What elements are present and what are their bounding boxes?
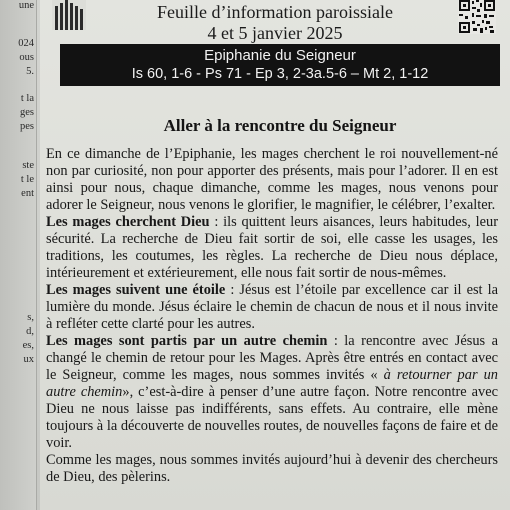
closing-paragraph: Comme les mages, nous sommes invités aujourd’hui à devenir des chercheurs de Dieu, des pèlerins. — [46, 452, 498, 485]
intro-paragraph: En ce dimanche de l’Epiphanie, les mages cherchent le roi nouvellement-né non par curiosité, non pour apporter des présents, mais pour l’adorer. Il en est ainsi pour nous, chaque dimanche, comme les mages, nous venons pour adorer le Seigneur, nous venons le glorifier, le magnifier, le célébrer, l’exalter. — [46, 146, 498, 213]
fragment: t le — [20, 174, 34, 185]
bulletin-title: Feuille d’information paroissiale — [157, 2, 393, 22]
fragment: es, — [22, 340, 34, 351]
previous-page-edge — [0, 0, 37, 510]
readings-list: Is 60, 1-6 - Ps 71 - Ep 3, 2-3a.5-6 – Mt 2, 1-12 — [131, 66, 429, 82]
bulletin-page — [40, 0, 510, 510]
fragment: t la — [20, 93, 34, 104]
parish-logo-icon — [52, 0, 86, 30]
feast-name: Epiphanie du Seigneur — [204, 47, 356, 64]
fragment: ous — [19, 52, 34, 63]
fragment: pes — [20, 121, 34, 132]
readings-banner — [60, 44, 500, 86]
fragment: ges — [20, 107, 34, 118]
article-body — [46, 146, 498, 486]
fragment: ux — [23, 354, 34, 365]
qr-code-icon — [458, 0, 496, 34]
bulletin-date: 4 et 5 janvier 2025 — [207, 23, 343, 43]
fragment: ste — [22, 160, 34, 171]
paragraph-star — [46, 282, 498, 333]
paragraph-heading: Les mages suivent une étoile — [46, 282, 226, 298]
fragment: 024 — [18, 38, 34, 49]
fragment: d, — [26, 326, 34, 337]
fragment: 5. — [26, 66, 34, 77]
paragraph-heading: Les mages cherchent Dieu — [46, 214, 210, 230]
quoted-phrase: à retourner par un autre chemin — [46, 367, 498, 400]
paragraph-text: », c’est-à-dire à penser d’une autre façon. Notre rencontre avec Dieu ne nous laisse pas indifférents, sans effets. Au contraire, elle mène toujours à la découverte de nouvelles routes, de nouvelles façons de faire et de voir. — [46, 384, 498, 451]
paragraph-text: : ils quittent leurs aisances, leurs habitudes, leur sécurité. La recherche de Dieu fait sortir de soi, elle casse les usages, les traditions, les coutumes, les règles. La recherche de Dieu nous déplace, intérieurement et extérieurement, elle nous fait sortir de nous-mêmes. — [46, 214, 498, 281]
fragment: s, — [27, 312, 34, 323]
fragment: une — [18, 0, 34, 11]
fragment: ent — [21, 188, 34, 199]
paragraph-heading: Les mages sont partis par un autre chemin — [46, 333, 328, 349]
article-title: Aller à la rencontre du Seigneur — [163, 116, 397, 135]
paragraph-seek — [46, 214, 498, 282]
paragraph-text: : la rencontre avec Jésus a changé le chemin de retour pour les Mages. Après être entrés en contact avec le Seigneur, comme les mages, nous sommes invités « — [46, 333, 498, 383]
paragraph-text: : Jésus est l’étoile par excellence car il est la lumière du monde. Jésus éclaire le chemin de chacun de nous et il nous invite à refléter cette clarté pour les autres. — [46, 282, 498, 332]
paragraph-other-way — [46, 333, 498, 452]
